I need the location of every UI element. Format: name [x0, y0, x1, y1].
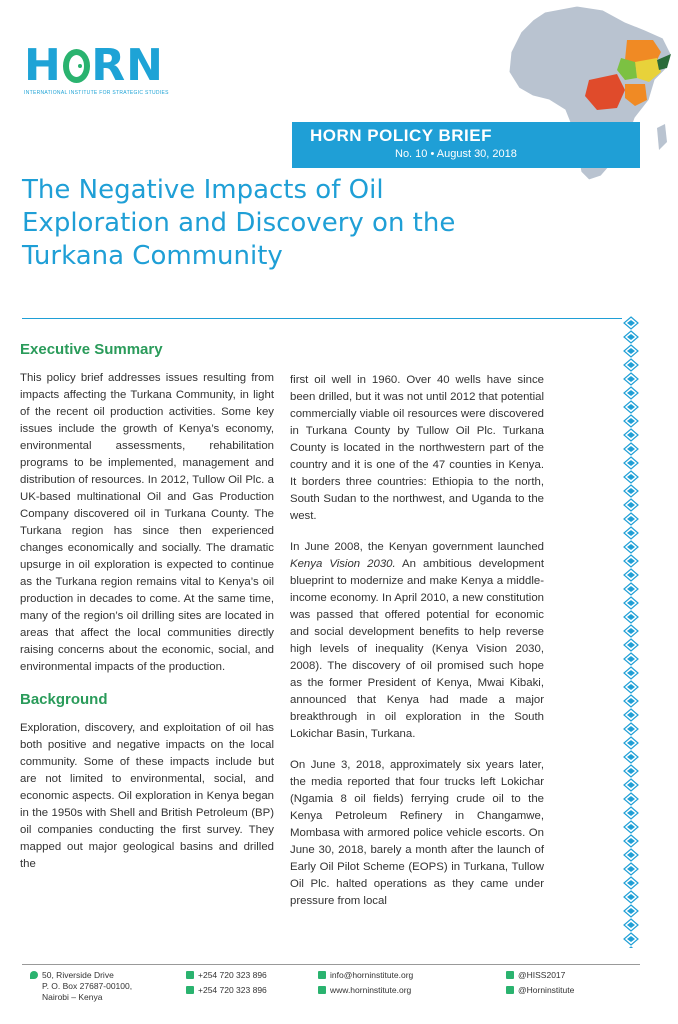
- mobile-number: +254 720 323 896: [198, 985, 267, 995]
- address-line-2: P. O. Box 27687-00100,: [42, 981, 133, 991]
- issue-date: No. 10 • August 30, 2018: [395, 148, 517, 160]
- footer-social: [506, 970, 574, 1000]
- document-title: The Negative Impacts of Oil Exploration and Discovery on the Turkana Community: [22, 175, 456, 271]
- globe-icon: [318, 986, 326, 994]
- logo-subtitle: INTERNATIONAL INSTITUTE FOR STRATEGIC STUDIES: [24, 90, 169, 96]
- footer: [22, 970, 642, 1010]
- decorative-border: [622, 316, 640, 948]
- background-heading: Background: [20, 691, 108, 708]
- logo-letters-rn: RN: [91, 40, 164, 91]
- logo-target-icon: [63, 49, 90, 83]
- map-madagascar: [657, 124, 667, 150]
- footer-web: [318, 970, 413, 1000]
- title-divider: [22, 318, 622, 319]
- mobile-icon: [186, 986, 194, 994]
- right-paragraph-2: [290, 539, 544, 743]
- twitter-icon: [506, 971, 514, 979]
- horn-logo: [24, 40, 169, 96]
- address-line-3: Nairobi – Kenya: [42, 992, 103, 1002]
- twitter-handle[interactable]: @HISS2017: [518, 970, 566, 980]
- footer-divider: [22, 964, 640, 965]
- address-line-1: 50, Riverside Drive: [42, 970, 114, 980]
- executive-summary-text: This policy brief addresses issues resulting from impacts affecting the Turkana Community, in light of the recent oil production activities. Some key issues include the growth of Kenya’s economy, environmental assessments, rehabilitation programs to be implemented, management and distribution of resources. In 2012, Tullow Oil Plc. a UK-based multinational Oil and Gas Production Company discovered oil in Turkana County. The Turkana region has since then experienced changes economically and socially. The dramatic upsurge in oil exploration is expected to continue as the Turkana region remains vital to Kenya’s oil production in decades to come. At the same time, many of the region’s oil drilling sites are located in areas that affect the local communities directly raising concerns about the economic, social, and environmental impacts of the production.: [20, 372, 274, 673]
- paragraph-text: An ambitious development blueprint to modernize and make Kenya a middle-income economy. In April 2010, a new constitution was passed that offered potential for economic and social development benefits to help reverse high levels of inequality (Kenya Vision 2030, 2008). The discovery of oil promised such hope as the former President of Kenya, Mwai Kibaki, announced that Kenya had made a major breakthrough in oil exploration in the South Lokichar Basin, Turkana.: [290, 558, 544, 740]
- footer-phones: [186, 970, 267, 1000]
- right-column: [290, 372, 544, 924]
- phone-number: +254 720 323 896: [198, 970, 267, 980]
- website-link[interactable]: www.horninstitute.org: [330, 985, 412, 995]
- background-text: Exploration, discovery, and exploitation of oil has both positive and negative impacts on the local community. Some of these impacts include but are not limited to environmental, social, and economic aspects. Oil exploration in Kenya began in the 1950s with Shell and British Petroleum (BP) oil companies conducting the first survey. They mapped out major geological basins and drilled the: [20, 722, 274, 870]
- policy-brief-banner: [292, 122, 640, 168]
- executive-summary-heading: Executive Summary: [20, 341, 163, 358]
- vision-2030-emphasis: Kenya Vision 2030.: [290, 558, 396, 570]
- logo-wordmark: [24, 40, 164, 91]
- phone-icon: [186, 971, 194, 979]
- border-pattern: [622, 316, 640, 948]
- email-icon: [318, 971, 326, 979]
- banner-title: HORN POLICY BRIEF: [310, 126, 492, 145]
- location-pin-icon: [30, 971, 38, 979]
- left-column: [20, 340, 274, 887]
- right-paragraph-3: On June 3, 2018, approximately six years later, the media reported that four trucks left Lokichar (Ngamia 8 oil fields) ferrying crude oil to the Kenya Petroleum Refinery in Changamwe, Mombasa with armored police vehicle escorts. On June 30, 2018, barely a month after the launch of Early Oil Pilot Scheme (EOPS) in Turkana, Tullow Oil Plc. halted operations as they came under pressure from local: [290, 759, 544, 907]
- paragraph-text: In June 2008, the Kenyan government launched: [290, 541, 544, 553]
- right-paragraph-1: first oil well in 1960. Over 40 wells have since been drilled, but it was not until 2012 that potential commercially viable oil resources were discovered in Turkana County by Tullow Oil Plc. Turkana County is located in the northwestern part of the country and it is one of the 47 counties in Kenya. It borders three countries: Ethiopia to the north, South Sudan to the northwest, and Uganda to the west.: [290, 374, 544, 522]
- facebook-handle[interactable]: @Horninstitute: [518, 985, 575, 995]
- email-link[interactable]: info@horninstitute.org: [330, 970, 414, 980]
- logo-letter-h: H: [24, 40, 62, 91]
- facebook-icon: [506, 986, 514, 994]
- footer-address-line: [30, 970, 132, 981]
- footer-address: [30, 970, 132, 1003]
